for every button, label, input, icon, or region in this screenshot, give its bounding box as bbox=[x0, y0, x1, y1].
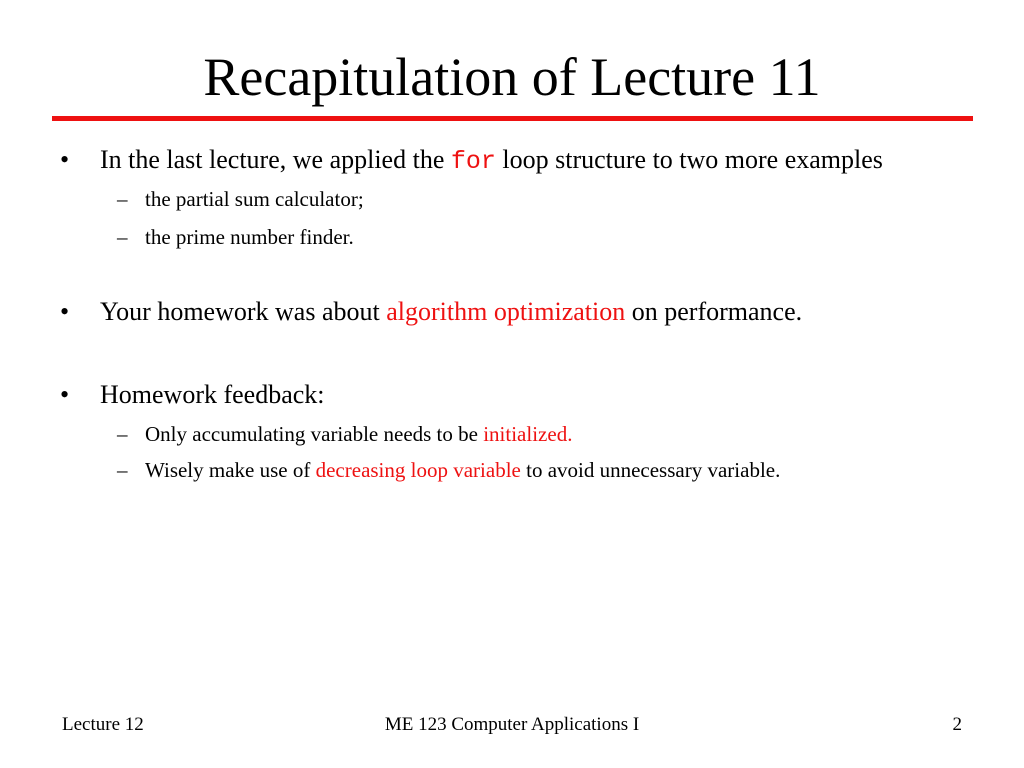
bullet-text: Homework feedback: bbox=[100, 380, 325, 409]
bullet-marker: • bbox=[60, 297, 70, 326]
sub-marker: – bbox=[117, 458, 128, 482]
bullet-marker: • bbox=[60, 380, 70, 409]
bullet-text-after: loop structure to two more examples bbox=[495, 145, 883, 174]
bullet-text-before: In the last lecture, we applied the bbox=[100, 145, 451, 174]
sub-marker: – bbox=[117, 422, 128, 446]
sub-text-after: to avoid unnecessary variable. bbox=[520, 458, 781, 482]
footer-page-number: 2 bbox=[952, 714, 962, 735]
sub-marker: – bbox=[117, 225, 128, 249]
sub-text-before: Wisely make use of bbox=[145, 458, 316, 482]
highlight-algorithm-optimization: algorithm optimization bbox=[386, 297, 626, 326]
bullet-text bbox=[100, 144, 883, 178]
sub-text-before: Only accumulating variable needs to be bbox=[145, 422, 484, 446]
sub-marker: – bbox=[117, 187, 128, 211]
slide-title: Recapitulation of Lecture 11 bbox=[203, 47, 821, 107]
sub-text: the prime number finder. bbox=[145, 225, 354, 249]
sub-text bbox=[145, 420, 572, 448]
bullet-marker: • bbox=[60, 145, 70, 174]
bullet-text-before: Your homework was about bbox=[100, 297, 387, 326]
highlight-decreasing-loop-variable: decreasing loop variable bbox=[315, 458, 521, 482]
footer-lecture-label: Lecture 12 bbox=[62, 714, 144, 735]
highlight-initialized: initialized. bbox=[483, 422, 573, 446]
footer-course-title: ME 123 Computer Applications I bbox=[384, 714, 640, 735]
bullet-text bbox=[100, 296, 802, 328]
sub-text: the partial sum calculator; bbox=[145, 187, 364, 211]
title-underline bbox=[52, 116, 973, 121]
sub-text bbox=[145, 456, 780, 484]
bullet-text-after: on performance. bbox=[625, 297, 803, 326]
code-keyword-for: for bbox=[450, 147, 496, 176]
